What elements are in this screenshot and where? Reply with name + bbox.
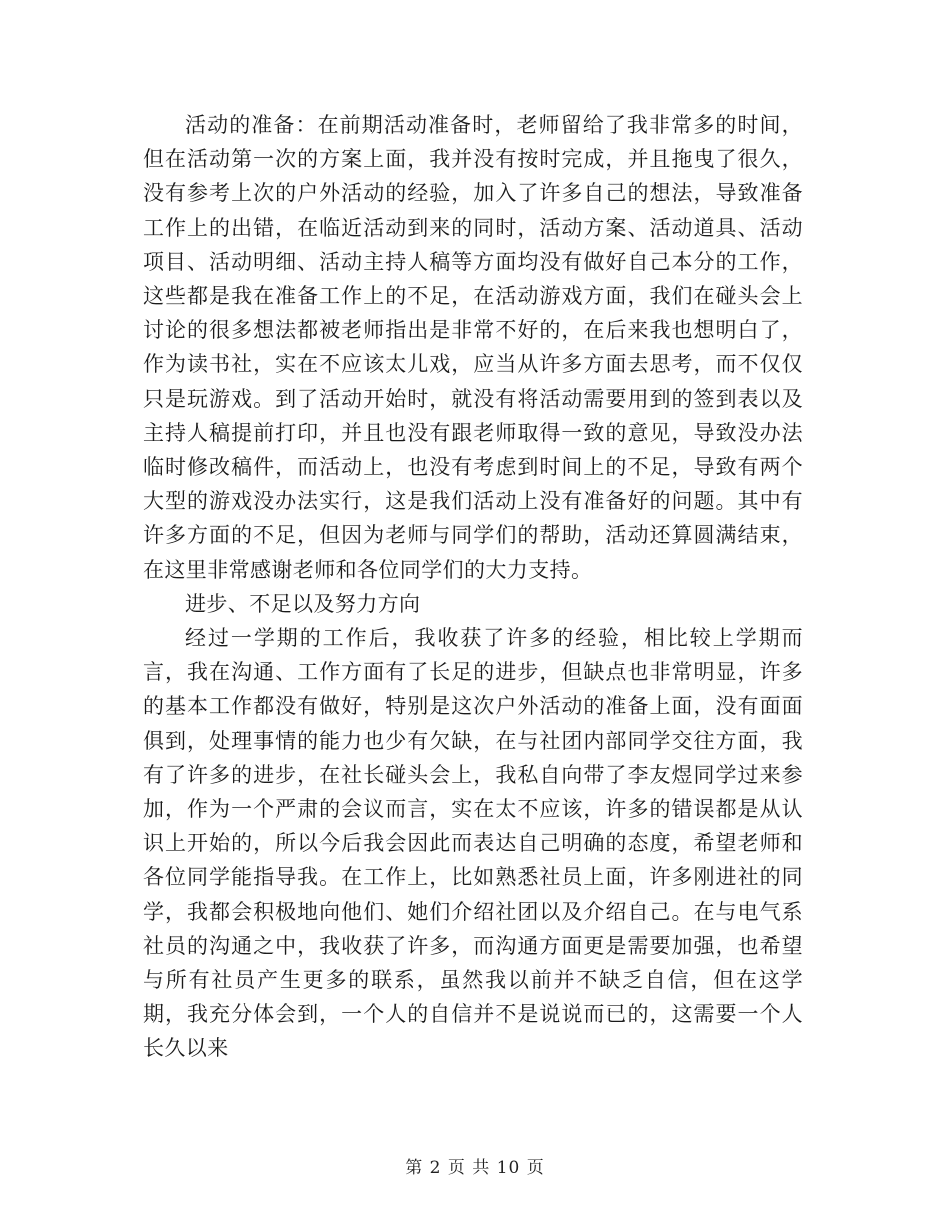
page-number-label: 第 2 页 共 10 页: [405, 1158, 545, 1178]
document-body: [143, 108, 803, 1066]
page-footer: [0, 1153, 950, 1178]
paragraph-activity-preparation: 活动的准备：在前期活动准备时，老师留给了我非常多的时间，但在活动第一次的方案上面，我并没有按时完成，并且拖曳了很久，没有参考上次的户外活动的经验，加入了许多自己的想法，导致准备工作上的出错，在临近活动到来的同时，活动方案、活动道具、活动项目、活动明细、活动主持人稿等方面均没有做好自己本分的工作，这些都是我在准备工作上的不足，在活动游戏方面，我们在碰头会上讨论的很多想法都被老师指出是非常不好的，在后来我也想明白了，作为读书社，实在不应该太儿戏，应当从许多方面去思考，而不仅仅只是玩游戏。到了活动开始时，就没有将活动需要用到的签到表以及主持人稿提前打印，并且也没有跟老师取得一致的意见，导致没办法临时修改稿件，而活动上，也没有考虑到时间上的不足，导致有两个大型的游戏没办法实行，这是我们活动上没有准备好的问题。其中有许多方面的不足，但因为老师与同学们的帮助，活动还算圆满结束，在这里非常感谢老师和各位同学们的大力支持。: [143, 113, 803, 582]
paragraph-progress-summary: 经过一学期的工作后，我收获了许多的经验，相比较上学期而言，我在沟通、工作方面有了长足的进步，但缺点也非常明显，许多的基本工作都没有做好，特别是这次户外活动的准备上面，没有面面俱到，处理事情的能力也少有欠缺，在与社团内部同学交往方面，我有了许多的进步，在社长碰头会上，我私自向带了李友煜同学过来参加，作为一个严肃的会议而言，实在太不应该，许多的错误都是从认识上开始的，所以今后我会因此而表达自己明确的态度，希望老师和各位同学能指导我。在工作上，比如熟悉社员上面，许多刚进社的同学，我都会积极地向他们、她们介绍社团以及介绍自己。在与电气系社员的沟通之中，我收获了许多，而沟通方面更是需要加强，也希望与所有社员产生更多的联系，虽然我以前并不缺乏自信，但在这学期，我充分体会到，一个人的自信并不是说说而已的，这需要一个人长久以来: [143, 626, 803, 1061]
section-heading-progress: 进步、不足以及努力方向: [185, 591, 421, 616]
